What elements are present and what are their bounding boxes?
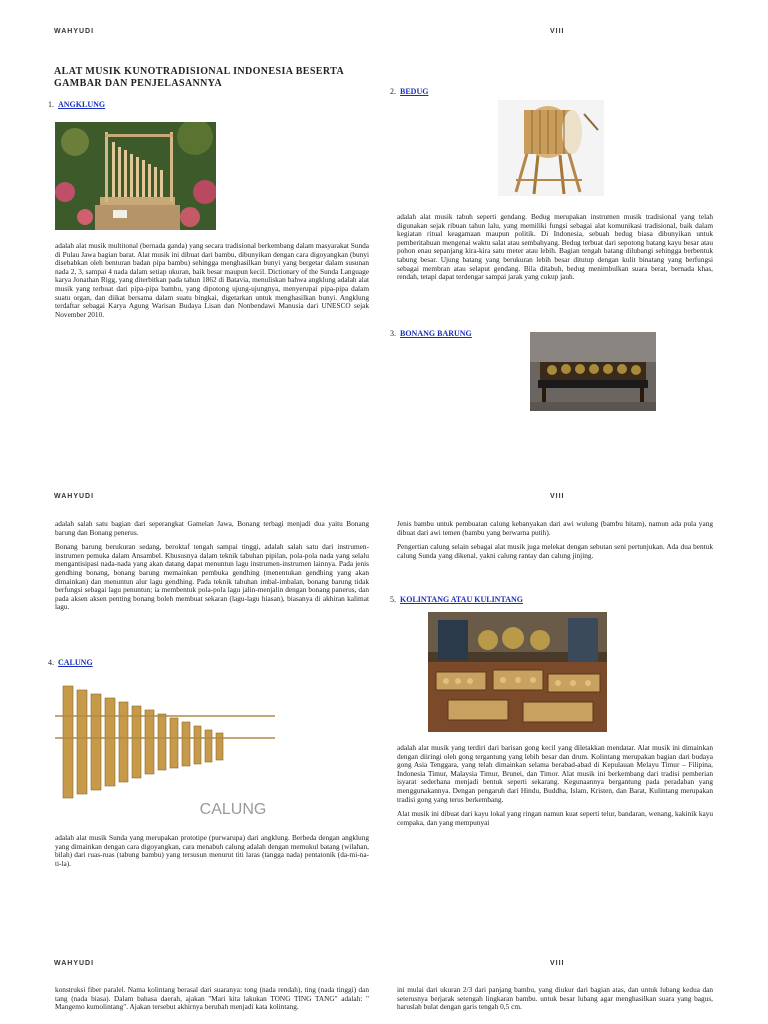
bonang-text: adalah salah satu bagian dari seperangkat Gamelan Jawa, Bonang terbagi menjadi dua yaitu Bonang barung dan Bonang penerus. Bonang barung berukuran sedang, beroktaf tengah sampai tinggi, adalah salah satu dari instrumen-instrumen pemuka dalam Ansambel. Khususnya dalam teknik tabuhan pipilan, pola-pola nada yang selalu mengantisipasi nada-nada yang akan datang dapat menuntun lagu instrumen-instrumen lainnya. Pada jenis gendhing bonang, bonang barung memainkan pembuka gendhing (menentukan gendhing yang akan dimainkan) dan menuntun alur lagu gendhing. Pada teknik tabuhan imbal-imbalan, bonang barung tidak berfungsi sebagai lagu penuntun; ia membentuk pola-pola lagu jalin-menjalin dengan bonang panerus, dan pada aksen aksen penting bonang boleh membuat sekaran (lagu-lagu hiasan), biasanya di akhiran kalimat lagu.: [55, 519, 369, 612]
page2-number: VIII: [550, 493, 565, 500]
bedug-link[interactable]: BEDUG: [400, 87, 429, 96]
calung-image-caption: CALUNG: [199, 801, 267, 818]
angklung-heading: [48, 100, 105, 109]
calung-heading: [48, 658, 93, 667]
kolintang-number: 5.: [390, 595, 396, 604]
angklung-link[interactable]: ANGKLUNG: [58, 100, 106, 109]
page2-author: WAHYUDI: [54, 493, 95, 500]
calung-image: [55, 678, 275, 820]
bedug-number: 2.: [390, 87, 396, 96]
page3-number: VIII: [550, 960, 565, 967]
bonang-image: [530, 332, 656, 411]
bedug-text: adalah alat musik tabuh seperti gendang. Bedug merupakan instrumen musik tradisional yang telah digunakan sejak ribuan tahun lalu, yang memiliki fungsi sebagai alat komunikasi tradisional, baik dalam kegiatan ritual keagamaan maupun politik. Di Indonesia, sebuah bedug biasa dibunyikan untuk pemberitahuan mengenai waktu salat atau sembahyang. Bedug terbuat dari sepotong batang kayu besar atau pohon enau sepanjang kira-kira satu meter atau lebih. Bagian tengah batang dilubangi sehingga berbentuk tabung besar. Ujung batang yang berukuran lebih besar ditutup dengan kulit binatang yang berfungsi sebagai membran atau selaput gendang. Bila ditabuh, bedug menimbulkan suara berat, bernada khas, rendah, tetapi dapat terdengar sampai jarak yang cukup jauh.: [397, 212, 713, 282]
kolintang-text-page3-right: ini mulai dari ukuran 2/3 dari panjang bambu, yang diukur dari bagian atas, dan untuk lubang kedua dan seterusnya berjarak setengah lingkaran bambu. untuk besar lubang agar menghasilkan suara yang bagus, haruslah bulat dengan garis tengah 0,5 cm.: [397, 986, 713, 1012]
angklung-text: adalah alat musik multitonal (bernada ganda) yang secara tradisional berkembang dalam masyarakat Sunda di Pulau Jawa bagian barat. Alat musik ini dibuat dari bambu, dibunyikan dengan cara digoyangkan (bunyi disebabkan oleh benturan badan pipa bambu) sehingga menghasilkan bunyi yang bergetar dalam susunan nada 2, 3, sampai 4 nada dalam setiap ukuran, baik besar maupun kecil. Dictionary of the Sunda Language karya Jonathan Rigg, yang diterbitkan pada tahun 1862 di Batavia, menuliskan bahwa angklung adalah alat musik yang terbuat dari pipa-pipa bambu, yang dipotong ujung-ujungnya, menyerupai pipa-pipa dalam suatu organ, dan diikat bersama dalam suatu bingkai, digetarkan untuk menghasilkan bunyi. Angklung terdaftar sebagai Karya Agung Warisan Budaya Lisan dan Nonbendawi Manusia dari UNESCO sejak November 2010.: [55, 241, 369, 319]
calung-text: adalah alat musik Sunda yang merupakan prototipe (purwarupa) dari angklung. Berbeda dengan angklung yang dimainkan dengan cara digoyangkan, cara menabuh calung adalah dengan memukul batang (wilahan, bilah) dari ruas-ruas (tabung bambu) yang tersusun menurut titi laras (tangga nada) pentatonik (da-mi-na-ti-la).: [55, 833, 369, 868]
bonang-heading: [390, 329, 472, 338]
calung-link[interactable]: CALUNG: [58, 658, 93, 667]
bedug-image: [498, 100, 604, 196]
bedug-heading: [390, 87, 428, 96]
bonang-link[interactable]: BONANG BARUNG: [400, 329, 472, 338]
document-title: ALAT MUSIK KUNOTRADISIONAL INDONESIA BESERTA GAMBAR DAN PENJELASANNYA: [54, 66, 344, 89]
angklung-number: 1.: [48, 100, 54, 109]
kolintang-image: [428, 612, 607, 732]
kolintang-text: adalah alat musik yang terdiri dari barisan gong kecil yang diletakkan mendatar. Alat musik ini dimainkan dengan diiringi oleh gong tergantung yang lebih besar dan drum. Kolintang merupakan bagian dari budaya gong Asia Tenggara, yang telah dimainkan selama berabad-abad di Kepulauan Melayu Timur – Filipina, Indonesia Timur, Malaysia Timur, Brunei, dan Timor. Alat musik ini berkembang dari tradisi pemberian isyarat sederhana menjadi bentuk seperti sekarang. Kegunaannya bergantung pada peradaban yang menggunakannya. Dengan pengaruh dari Hindu, Buddha, Islam, Kristen, dan Barat, Kulintang merupakan tradisi gong yang terus berkembang. Alat musik ini dibuat dari kayu lokal yang ringan namun kuat seperti telur, bandaran, wenang, kakinik kayu cempaka, dan yang mempunyai: [397, 743, 713, 827]
calung-number: 4.: [48, 658, 54, 667]
page1-number: VIII: [550, 28, 565, 35]
page3-author: WAHYUDI: [54, 960, 95, 967]
kolintang-heading: [390, 595, 523, 604]
kolintang-link[interactable]: KOLINTANG ATAU KULINTANG: [400, 595, 523, 604]
kolintang-text-page3: konstruksi fiber paralel. Nama kolintang berasal dari suaranya: tong (nada rendah), ting (nada tinggi) dan tang (nada biasa). Dalam bahasa daerah, ajakan "Mari kita lakukan TONG TING TANG" adalah: " Mangemo kumolintang". Ajakan tersebut akhirnya berubah menjadi kata kolintang.: [55, 986, 369, 1012]
calung-text-continued: Jenis bambu untuk pembuatan calung kebanyakan dari awi wulung (bambu hitam), namun ada pula yang dibuat dari awi temen (bambu yang berwarna putih). Pengertian calung selain sebagai alat musik juga melekat dengan sebutan seni pertunjukan. Ada dua bentuk calung Sunda yang dikenal, yakni calung rantay dan calung jinjing.: [397, 519, 713, 560]
bonang-number: 3.: [390, 329, 396, 338]
angklung-image: [55, 122, 216, 230]
page1-author: WAHYUDI: [54, 28, 95, 35]
